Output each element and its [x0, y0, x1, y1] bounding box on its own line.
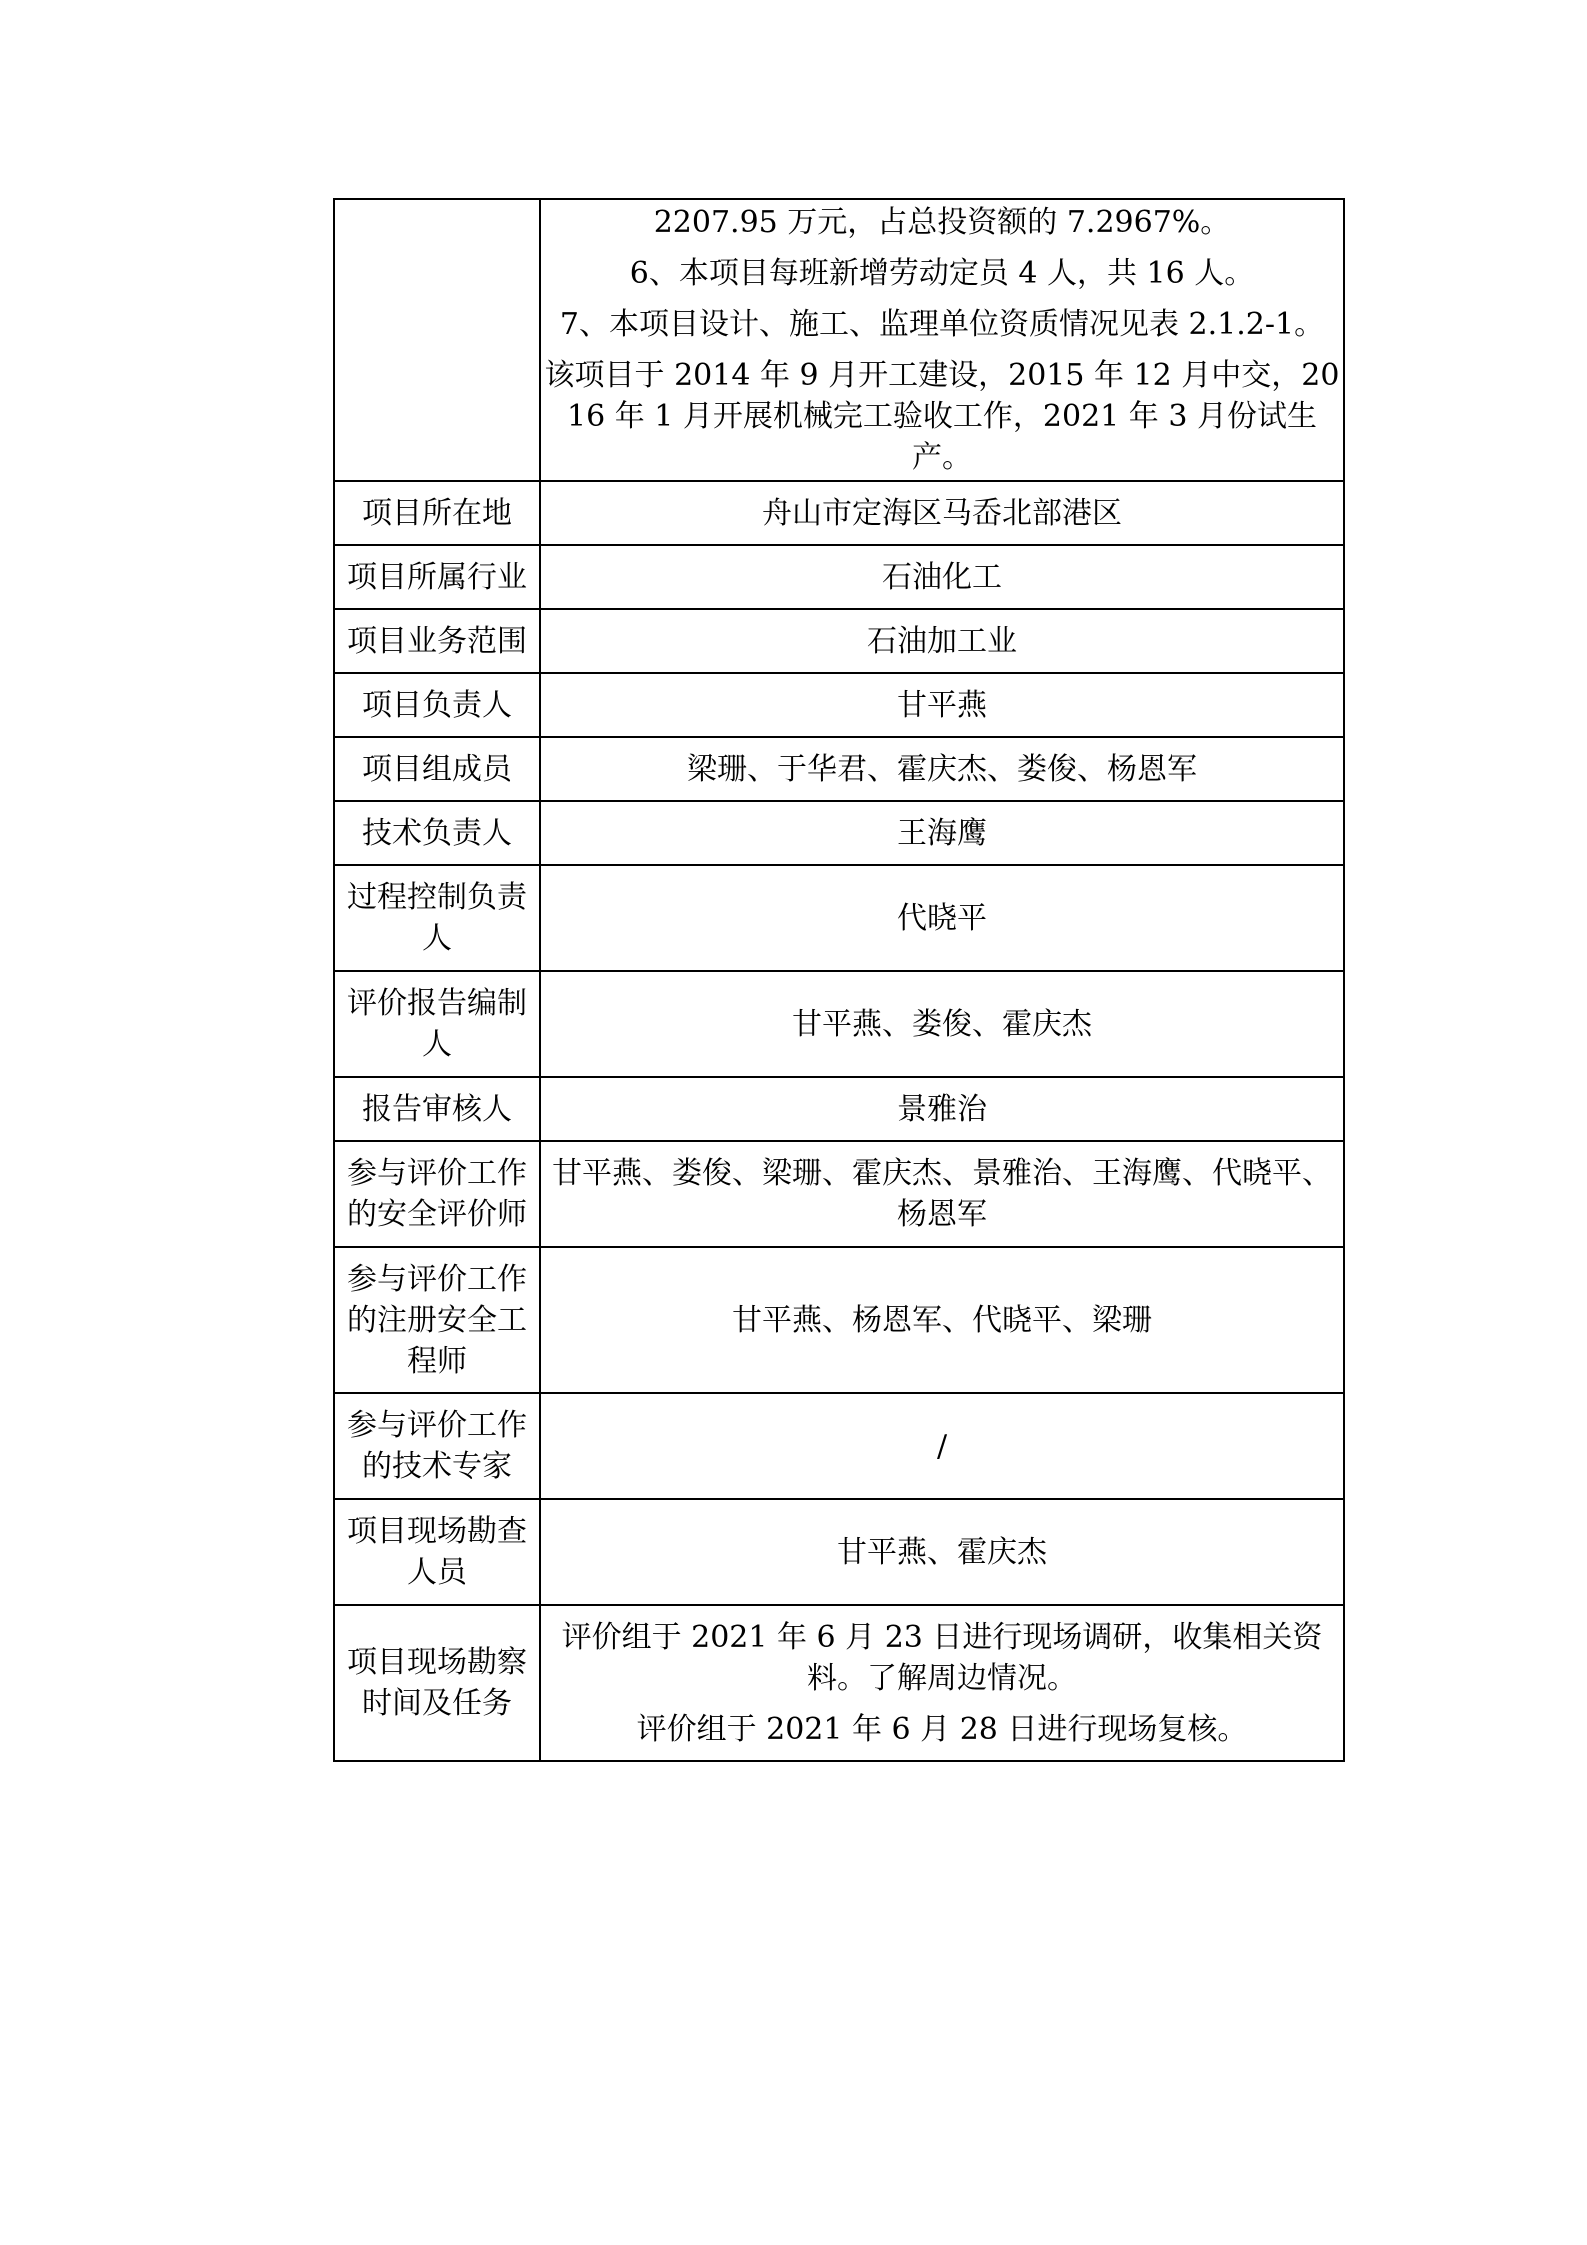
row-value: / [540, 1393, 1344, 1499]
row-label: 项目组成员 [334, 737, 540, 801]
table-row [334, 673, 1344, 737]
survey-paragraph: 评价组于 2021 年 6 月 23 日进行现场调研，收集相关资料。了解周边情况。 [561, 1619, 1323, 1696]
row-value: 梁珊、于华君、霍庆杰、娄俊、杨恩军 [540, 737, 1344, 801]
row-value: 甘平燕、杨恩军、代晓平、梁珊 [540, 1247, 1344, 1393]
row-label: 过程控制负责人 [334, 865, 540, 971]
row-label: 参与评价工作的注册安全工程师 [334, 1247, 540, 1393]
row-value: 王海鹰 [540, 801, 1344, 865]
row-value: 甘平燕 [540, 673, 1344, 737]
survey-cell [540, 1605, 1344, 1761]
table-row [334, 971, 1344, 1077]
row-value: 舟山市定海区马岙北部港区 [540, 481, 1344, 545]
table-row [334, 609, 1344, 673]
row-label: 参与评价工作的安全评价师 [334, 1141, 540, 1247]
survey-paragraph: 评价组于 2021 年 6 月 28 日进行现场复核。 [636, 1711, 1248, 1747]
row-value: 代晓平 [540, 865, 1344, 971]
row-label: 报告审核人 [334, 1077, 540, 1141]
row-label [334, 199, 540, 481]
row-value: 石油化工 [540, 545, 1344, 609]
table-row [334, 1077, 1344, 1141]
table-row [334, 865, 1344, 971]
table-row [334, 481, 1344, 545]
table-row [334, 1141, 1344, 1247]
row-value: 石油加工业 [540, 609, 1344, 673]
row-label: 评价报告编制人 [334, 971, 540, 1077]
row-label: 项目负责人 [334, 673, 540, 737]
row-value: 甘平燕、娄俊、霍庆杰 [540, 971, 1344, 1077]
row-value: 甘平燕、霍庆杰 [540, 1499, 1344, 1605]
table-row [334, 1499, 1344, 1605]
row-label: 项目现场勘察时间及任务 [334, 1605, 540, 1761]
summary-paragraph: 6、本项目每班新增劳动定员 4 人，共 16 人。 [629, 256, 1255, 291]
table-row [334, 1393, 1344, 1499]
table-row [334, 545, 1344, 609]
table-row [334, 199, 1344, 481]
summary-paragraph: 2207.95 万元，占总投资额的 7.2967%。 [653, 205, 1231, 240]
table-row [334, 737, 1344, 801]
row-value: 甘平燕、娄俊、梁珊、霍庆杰、景雅治、王海鹰、代晓平、杨恩军 [540, 1141, 1344, 1247]
row-value: 景雅治 [540, 1077, 1344, 1141]
investment-summary-cell [540, 199, 1344, 481]
row-label: 参与评价工作的技术专家 [334, 1393, 540, 1499]
summary-paragraph: 7、本项目设计、施工、监理单位资质情况见表 2.1.2-1。 [559, 307, 1325, 342]
row-label: 项目所在地 [334, 481, 540, 545]
table-row [334, 1247, 1344, 1393]
row-label: 项目现场勘查人员 [334, 1499, 540, 1605]
table-row [334, 1605, 1344, 1761]
summary-paragraph: 该项目于 2014 年 9 月开工建设，2015 年 12 月中交，2016 年 1 月开展机械完工验收工作，2021 年 3 月份试生产。 [544, 358, 1340, 475]
row-label: 项目所属行业 [334, 545, 540, 609]
project-info-table [333, 198, 1345, 1762]
row-label: 技术负责人 [334, 801, 540, 865]
table-row [334, 801, 1344, 865]
row-label: 项目业务范围 [334, 609, 540, 673]
